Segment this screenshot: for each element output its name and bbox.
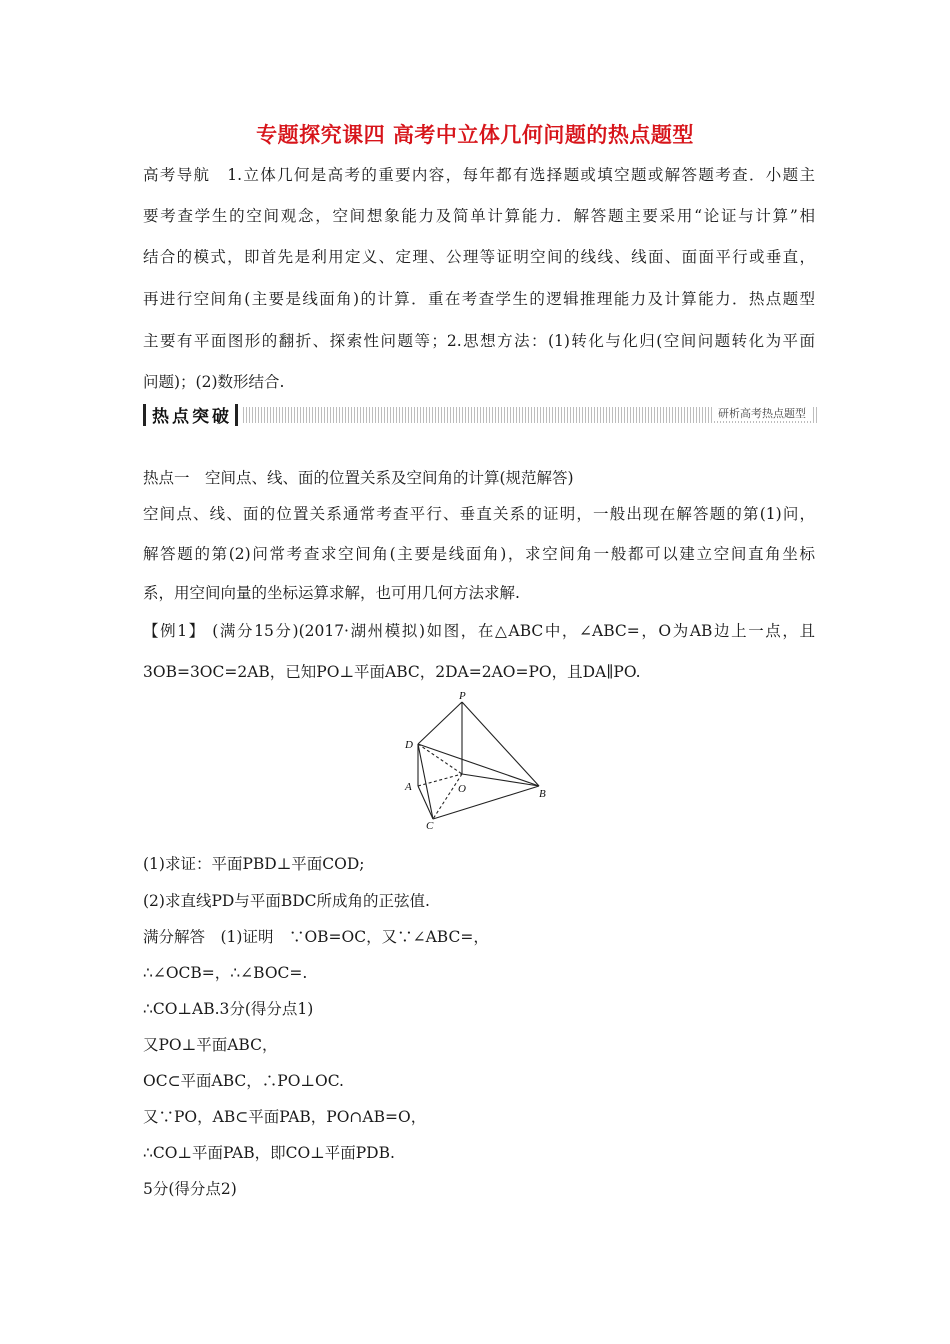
hotspot-line: 空间点、线、面的位置关系通常考查平行、垂直关系的证明，一般出现在解答题的第(1)问， (143, 505, 815, 523)
intro-line: 再进行空间角(主要是线面角)的计算．重在考查学生的逻辑推理能力及计算能力．热点题型 (143, 290, 815, 308)
edge-ob (462, 774, 539, 786)
solution-line: ∴CO⊥平面PAB，即CO⊥平面PDB. (143, 1144, 395, 1162)
document-title: 专题探究课四 高考中立体几何问题的热点题型 (256, 123, 694, 147)
edge-do-dashed (418, 744, 462, 774)
edge-pb (462, 702, 539, 786)
label-b: B (539, 788, 546, 800)
example-line: 【例1】 (满分15分)(2017·湖州模拟)如图，在△ABC中，∠ABC=，O为AB边上一点，且 (143, 622, 815, 640)
section-banner (143, 401, 818, 429)
banner-left-bar (143, 404, 146, 426)
banner-title: 热点突破 (152, 407, 232, 427)
edge-dc (418, 744, 433, 819)
solution-line: 又PO⊥平面ABC， (143, 1036, 278, 1054)
edge-cb (433, 786, 539, 819)
label-p: P (459, 690, 466, 702)
solution-line: 满分解答 (1)证明 ∵OB=OC，又∵∠ABC=， (143, 928, 489, 946)
solution-line: ∴CO⊥AB.3分(得分点1) (143, 1000, 314, 1018)
label-d: D (405, 739, 413, 751)
intro-line: 要考查学生的空间观念，空间想象能力及简单计算能力．解答题主要采用“论证与计算”相 (143, 207, 815, 225)
banner-subtitle: 研析高考热点题型 (712, 405, 812, 421)
intro-line: 结合的模式，即首先是利用定义、定理、公理等证明空间的线线、线面、面面平行或垂直， (143, 248, 815, 266)
solution-line: ∴∠OCB=，∴∠BOC=. (143, 964, 308, 982)
label-o: O (458, 783, 466, 795)
question-1: (1)求证：平面PBD⊥平面COD; (143, 855, 365, 873)
question-2: (2)求直线PD与平面BDC所成角的正弦值. (143, 892, 430, 910)
label-c: C (426, 820, 434, 830)
hotspot-line: 系，用空间向量的坐标运算求解，也可用几何方法求解. (143, 584, 520, 602)
solution-line: OC⊂平面ABC，∴PO⊥OC. (143, 1072, 344, 1090)
solution-line: 5分(得分点2) (143, 1180, 237, 1198)
label-a: A (405, 781, 412, 793)
edge-oc-dashed (433, 774, 462, 819)
pyramid-figure (400, 690, 560, 830)
intro-line: 问题)；(2)数形结合. (143, 373, 285, 391)
solution-line: 又∵PO，AB⊂平面PAB，PO∩AB=O， (143, 1108, 427, 1126)
hotspot-heading: 热点一 空间点、线、面的位置关系及空间角的计算(规范解答) (143, 469, 574, 487)
example-line: 3OB=3OC=2AB，已知PO⊥平面ABC，2DA=2AO=PO，且DA∥PO. (143, 663, 641, 681)
hotspot-line: 解答题的第(2)问常考查求空间角(主要是线面角)，求空间角一般都可以建立空间直角坐标 (143, 545, 815, 563)
banner-separator (235, 404, 238, 426)
edge-pd (418, 702, 462, 744)
intro-line: 主要有平面图形的翻折、探索性问题等；2.思想方法：(1)转化与化归(空间问题转化为平面 (143, 332, 815, 350)
edge-ac (418, 786, 433, 819)
edge-db (418, 744, 539, 786)
intro-line: 高考导航 1.立体几何是高考的重要内容，每年都有选择题或填空题或解答题考查．小题主 (143, 166, 815, 184)
